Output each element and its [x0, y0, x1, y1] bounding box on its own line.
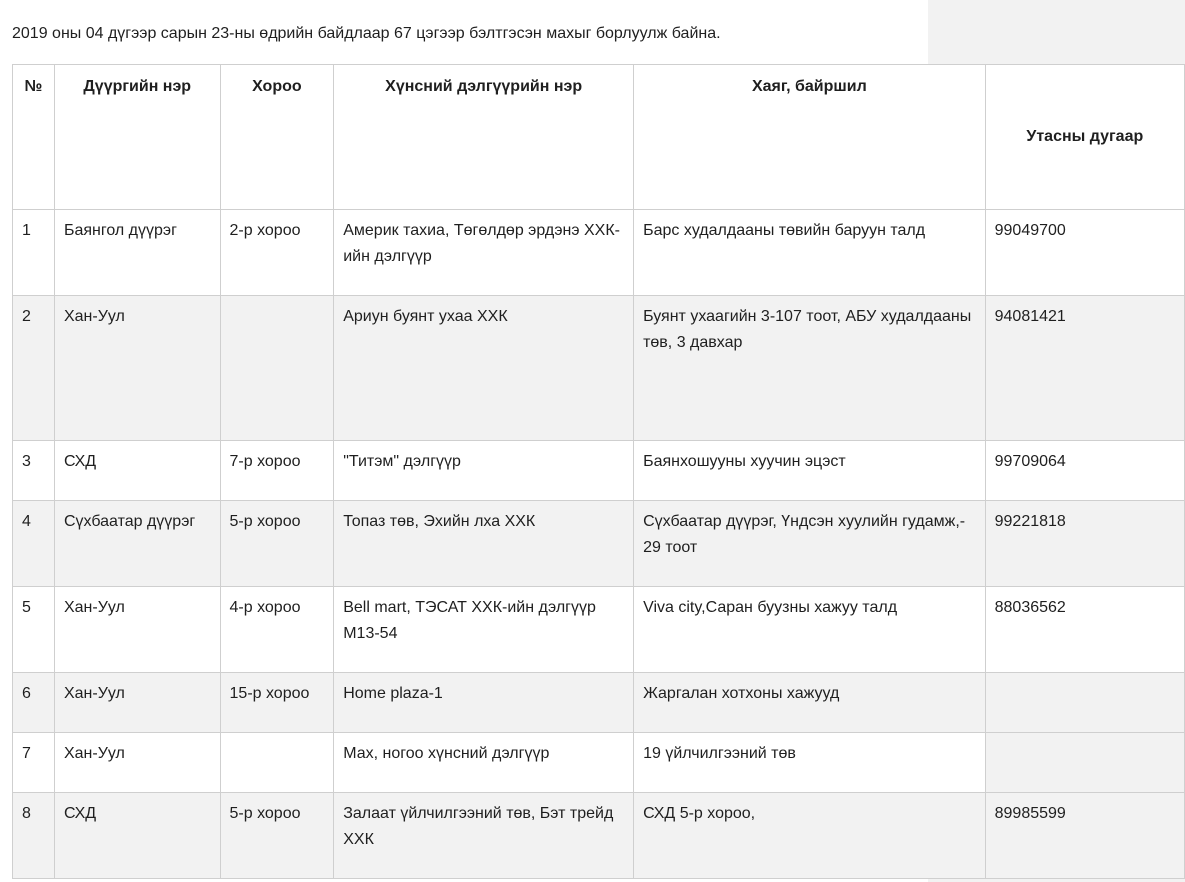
cell-shop: Ариун буянт ухаа ХХК — [334, 296, 634, 441]
cell-phone: 89985599 — [985, 793, 1184, 879]
cell-khoroo — [220, 733, 334, 793]
table-header-row — [13, 65, 1185, 210]
cell-phone: 88036562 — [985, 587, 1184, 673]
cell-district: Хан-Уул — [54, 296, 220, 441]
table-row — [13, 793, 1185, 879]
header-khoroo: Хороо — [220, 65, 334, 210]
cell-shop: Home plaza-1 — [334, 673, 634, 733]
cell-phone: 99049700 — [985, 210, 1184, 296]
cell-address: Жаргалан хотхоны хажууд — [634, 673, 986, 733]
cell-district: Хан-Уул — [54, 587, 220, 673]
cell-shop: Америк тахиа, Төгөлдөр эрдэнэ ХХК-ийн дэлгүүр — [334, 210, 634, 296]
table-row — [13, 441, 1185, 501]
cell-khoroo: 15-р хороо — [220, 673, 334, 733]
cell-num: 2 — [13, 296, 55, 441]
cell-address: Баянхошууны хуучин эцэст — [634, 441, 986, 501]
cell-address: 19 үйлчилгээний төв — [634, 733, 986, 793]
cell-khoroo: 5-р хороо — [220, 793, 334, 879]
header-phone: Утасны дугаар — [985, 65, 1184, 210]
cell-num: 3 — [13, 441, 55, 501]
cell-shop: Мах, ногоо хүнсний дэлгүүр — [334, 733, 634, 793]
cell-phone: 99709064 — [985, 441, 1184, 501]
table-row — [13, 673, 1185, 733]
cell-num: 5 — [13, 587, 55, 673]
cell-district: Хан-Уул — [54, 733, 220, 793]
table-row — [13, 733, 1185, 793]
cell-address: Viva city,Саран буузны хажуу талд — [634, 587, 986, 673]
cell-district: СХД — [54, 441, 220, 501]
cell-shop: "Титэм" дэлгүүр — [334, 441, 634, 501]
shops-table — [12, 64, 1185, 879]
header-district: Дүүргийн нэр — [54, 65, 220, 210]
cell-phone — [985, 673, 1184, 733]
cell-num: 1 — [13, 210, 55, 296]
table-row — [13, 210, 1185, 296]
cell-num: 7 — [13, 733, 55, 793]
cell-khoroo: 2-р хороо — [220, 210, 334, 296]
cell-phone: 94081421 — [985, 296, 1184, 441]
cell-phone: 99221818 — [985, 501, 1184, 587]
header-shop: Хүнсний дэлгүүрийн нэр — [334, 65, 634, 210]
cell-shop: Топаз төв, Эхийн лха ХХК — [334, 501, 634, 587]
cell-district: Сүхбаатар дүүрэг — [54, 501, 220, 587]
cell-shop: Bell mart, ТЭСАТ ХХК-ийн дэлгүүр М13-54 — [334, 587, 634, 673]
cell-khoroo: 7-р хороо — [220, 441, 334, 501]
cell-khoroo: 4-р хороо — [220, 587, 334, 673]
cell-district: СХД — [54, 793, 220, 879]
cell-num: 4 — [13, 501, 55, 587]
cell-phone — [985, 733, 1184, 793]
cell-address: СХД 5-р хороо, — [634, 793, 986, 879]
table-row — [13, 501, 1185, 587]
table-row — [13, 296, 1185, 441]
cell-khoroo: 5-р хороо — [220, 501, 334, 587]
cell-num: 6 — [13, 673, 55, 733]
intro-text: 2019 оны 04 дүгээр сарын 23-ны өдрийн байдлаар 67 цэгээр бэлтгэсэн махыг борлуулж байна. — [12, 25, 721, 42]
header-num: № — [13, 65, 55, 210]
cell-num: 8 — [13, 793, 55, 879]
cell-district: Баянгол дүүрэг — [54, 210, 220, 296]
cell-district: Хан-Уул — [54, 673, 220, 733]
table-row — [13, 587, 1185, 673]
header-address: Хаяг, байршил — [634, 65, 986, 210]
cell-shop: Залаат үйлчилгээний төв, Бэт трейд ХХК — [334, 793, 634, 879]
cell-khoroo — [220, 296, 334, 441]
cell-address: Буянт ухаагийн 3-107 тоот, АБУ худалдааны төв, 3 давхар — [634, 296, 986, 441]
cell-address: Барс худалдааны төвийн баруун талд — [634, 210, 986, 296]
cell-address: Сүхбаатар дүүрэг, Үндсэн хуулийн гудамж,- 29 тоот — [634, 501, 986, 587]
